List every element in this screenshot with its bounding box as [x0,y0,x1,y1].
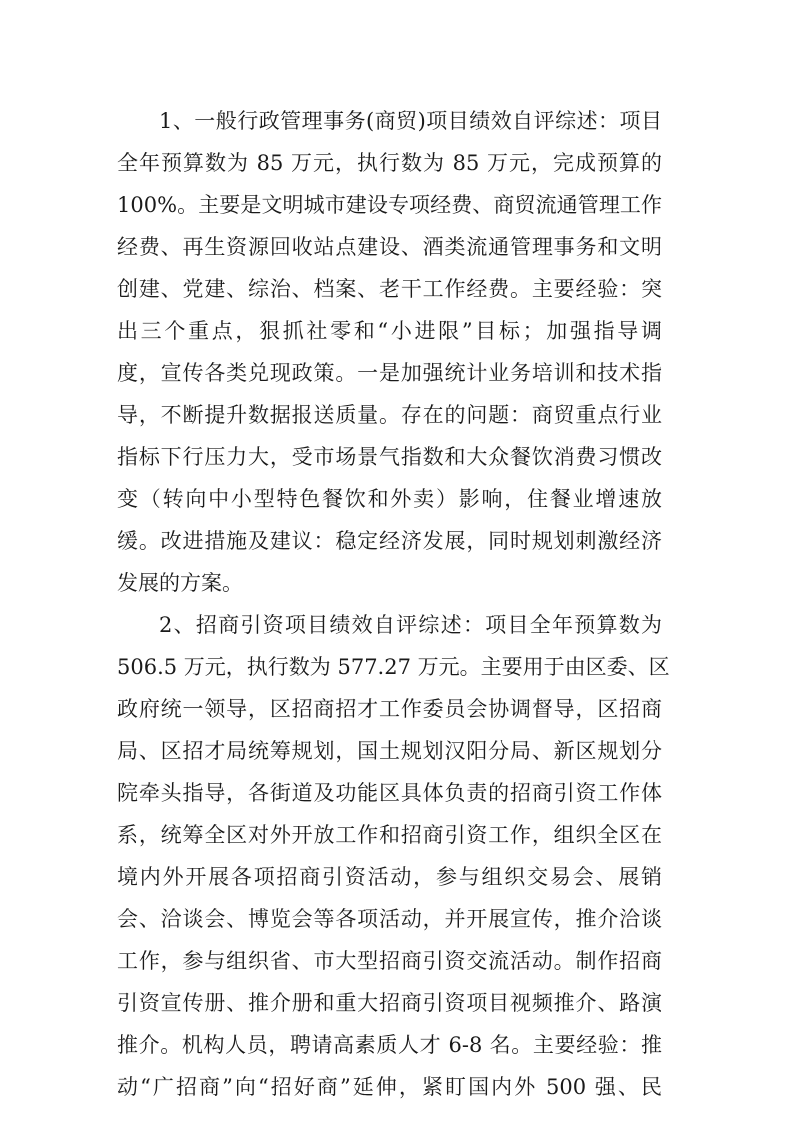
text-line: 局、区招才局统筹规划，国土规划汉阳分局、新区规划分 [117,739,662,763]
document-body [117,100,670,1108]
text-line: 全年预算数为 85 万元，执行数为 85 万元，完成预算的 [117,151,662,175]
text-line: 导，不断提升数据报送质量。存在的问题：商贸重点行业 [117,403,662,427]
text-line: 经费、再生资源回收站点建设、酒类流通管理事务和文明 [117,235,662,259]
text-line: 缓。改进措施及建议：稳定经济发展，同时规划刺激经济 [117,529,662,553]
paragraph-1 [117,100,662,604]
text-line: 系，统筹全区对外开放工作和招商引资工作，组织全区在 [117,823,662,847]
text-line: 境内外开展各项招商引资活动，参与组织交易会、展销 [117,865,662,889]
text-line: 2、招商引资项目绩效自评综述：项目全年预算数为 [159,613,662,637]
text-line: 政府统一领导，区招商招才工作委员会协调督导，区招商 [117,697,662,721]
text-line: 创建、党建、综治、档案、老干工作经费。主要经验：突 [117,277,662,301]
text-line: 变（转向中小型特色餐饮和外卖）影响，住餐业增速放 [117,487,662,511]
paragraph-2 [117,604,670,1108]
text-line: 100%。主要是文明城市建设专项经费、商贸流通管理工作 [117,193,662,217]
text-line: 指标下行压力大，受市场景气指数和大众餐饮消费习惯改 [117,445,662,469]
text-line: 会、洽谈会、博览会等各项活动，并开展宣传，推介洽谈 [117,907,662,931]
text-line: 506.5 万元，执行数为 577.27 万元。主要用于由区委、区 [117,655,670,679]
text-line: 度，宣传各类兑现政策。一是加强统计业务培训和技术指 [117,361,662,385]
text-line: 发展的方案。 [117,571,243,595]
text-line: 推介。机构人员，聘请高素质人才 6-8 名。主要经验：推 [117,1033,662,1057]
text-line: 出三个重点，狠抓社零和“小进限”目标；加强指导调 [117,319,662,343]
text-line: 1、一般行政管理事务(商贸)项目绩效自评综述：项目 [159,109,662,133]
text-line: 院牵头指导，各街道及功能区具体负责的招商引资工作体 [117,781,662,805]
text-line: 工作，参与组织省、市大型招商引资交流活动。制作招商 [117,949,662,973]
text-line: 动“广招商”向“招好商”延伸，紧盯国内外 500 强、民 [117,1075,662,1099]
text-line: 引资宣传册、推介册和重大招商引资项目视频推介、路演 [117,991,662,1015]
